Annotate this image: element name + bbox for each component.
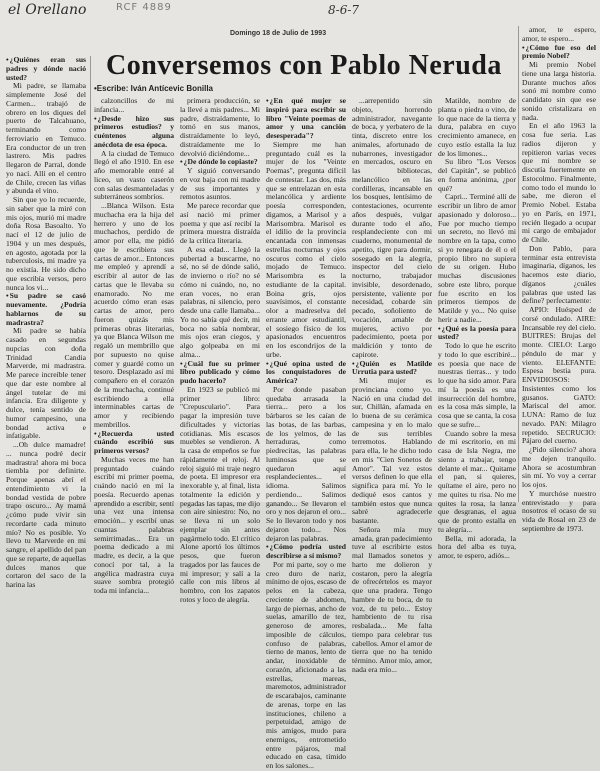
article-column-1: [6, 55, 86, 589]
article-paragraph: Matilde, nombre de planta o piedra o vino, de lo que nace de la tierra y dura, palabra en cuyo crecimiento amanece, en cuyo estío estalla la luz de los limones...: [438, 96, 516, 158]
article-paragraph: Por mi parte, soy o me creo duro de nariz, mínimo de ojos, escaso de pelos en la cabeza, creciente de abdomen, largo de piernas, ancho de suelas, amarillo de tez, generoso de amores, imposible de cálculos, confuso de palabras, tierno de manos, lento de andar, inoxidable de corazón, aficionado a las estrellas, mareas, maremotos, administrador de escarabajos, caminante de arenas, torpe en las instituciones, chileno a perpetuidad, amigo de mis amigos, mudo para enemigos, entrometido entre pájaros, mal educado en casa, tímido en los salones...: [266, 559, 346, 770]
interview-question: • ¿Cuál fue su primer libro publicado y cómo pudo hacerlo?: [180, 360, 260, 386]
byline: •Escribe: Iván Antícevic Bonilla: [94, 84, 213, 93]
interview-question: • Su padre se casó nuevamente. ¿Podría hablarnos de su madrastra?: [6, 292, 86, 327]
article-paragraph: Y murchóse nuestro entrevistado y para nosotros el ocaso de su vida de Rosal en 23 de septiembre de 1973.: [522, 488, 596, 533]
article-column-6: [438, 96, 516, 560]
article-paragraph: calzoncillos de mi infancia...: [94, 96, 174, 114]
article-column-7: [522, 25, 596, 533]
interview-question: • ¿De dónde lo copiaste?: [180, 158, 260, 167]
article-column-3: [180, 96, 260, 604]
article-paragraph: Todo lo que he escrito y todo lo que escribiré... es poesía que nace de nuestras tierras... y todo lo que ha sido amor. Para mí la poesía es una insurrección del hombre, es la cosa más simple, la cosa que se canta, la cosa que se sufre...: [438, 341, 516, 429]
article-column-2: [94, 96, 174, 595]
article-paragraph: Mi padre se había casado en segundas nupcias con doña Trinidad Candia Marverde, mi madrastra. Me parece increíble tener que dar este nombre al ángel tutelar de mi infancia. Era diligente y dulce, tenía sentido de humor campesino, una bondad activa e infatigable.: [6, 326, 86, 441]
interview-question: • ¿Cómo fue eso del premio Nobel?: [522, 44, 596, 62]
handwritten-date: 8-6-7: [328, 3, 360, 17]
article-paragraph: ...arrepentido sin objeto, horrendo administrador, navegante de boca, y yerbatero de la tinta, discreto entre los animales, afortunado de nubarrones, investigador en mercados, oscuro en las bibliotecas, melancólico en las cordilleras, incansable en los bosques, lentísimo de contestaciones, ocurrente años después, vulgar durante todo el año, resplandeciente con mi cuaderno, monumental de apetito, tigre para dormir, sosegado en la alegría, inspector del cielo nocturno, trabajador invisible, desordenado, persistente, valiente por necesidad, cobarde sin pecado, soñoliento de vocación, amable de mujeres, activo por padecimiento, poeta por maldición y tonto de capirote.: [352, 96, 432, 359]
article-paragraph: Mi mujer es provinciana como yo. Nació en una ciudad del sur, Chillán, afamada en lo buena de su cerámica campesina y en lo malo de sus terribles terremotos. Hablando para ella, le he dicho todo en mis "Cien Sonetos de Amor". Tal vez estos versos definen lo que ella significa para mí. Yo le dediqué esos cantos y también estos que nunca sabré agradecerle bastante.: [352, 376, 432, 525]
interview-question: • ¿Quiénes eran sus padres y dónde nació usted?: [6, 56, 86, 82]
column-divider: [518, 26, 519, 502]
article-paragraph: A la ciudad de Temuco llegó el año 1910. En ese año memorable entré al liceo, un vasto caserón con salas desmanteladas y subterráneos sombríos.: [94, 148, 174, 202]
article-column-4: [266, 96, 346, 770]
article-paragraph: Mi premio Nobel tiene una larga historia. Durante muchos años sonó mi nombre como candidato sin que ese sonido cristalizara en nada.: [522, 60, 596, 122]
interview-question: • ¿Cómo podría usted describirse a sí mismo?: [266, 543, 346, 561]
article-paragraph: Cuando sobre la mesa de mi escritorio, en mi casa de Isla Negra, me siento a trabajar, tengo delante el mar... Quitame el pan, si quieres, quítame el aire, pero no me quites tu risa. No me quites la rosa, la lanza que desgranas, el agua que de pronto estalla en tu alegría...: [438, 428, 516, 534]
article-paragraph: Me parece recordar que así nació mi primer poema y que así recibí la primera muestra distraída de la crítica literaria.: [180, 201, 260, 245]
article-paragraph: Mi padre, se llamaba simplemente José del Carmen... trabajó de obrero en los diques del puerto de Talcahuano, terminando como ferroviario en Temuco. Era conductor de un tren lastrero. Mis padres llegaron de Parral, donde yo nací. Allí en el centro de Chile, crecen las viñas y abunda el vino.: [6, 81, 86, 196]
article-paragraph: Por donde pasaban quedaba arrasada la tierra... pero a los bárbaros se les caían de las botas, de las barbas, de los yelmos, de las herraduras, como piedrecitas, las palabras luminosas que se quedaron aquí resplandecientes... el idioma. Salimos perdiendo... Salimos ganando... Se llevaron el oro y nos dejaron el oro... Se lo llevaron todo y nos dejaron todo... Nos dejaron las palabras.: [266, 384, 346, 543]
article-paragraph: Don Pablo, para terminar esta entrevista imaginaria, díganos, les hacemos este diario, díganos ¿cuáles palabras que usted las define? perfectamente:: [522, 243, 596, 306]
article-paragraph: Señora mía muy amada, gran padecimiento tuve al escribirte estos mal llamados sonetos y harto me dolieron y costaron, pero la alegría de ofrecértelos es mayor que una pradera. Tengo hambre de tu boca, de tu voz, de tu pelo... Estoy hambriento de tu risa resbalada... Me falta tiempo para celebrar tus cabellos. Amor el amor de tierra que no ha tenido término. Amor mío, amor, nada era mío...: [352, 524, 432, 674]
article-paragraph: Capri... Terminé allí de escribir un libro de amor apasionado y doloroso... Fue por mucho tiempo un secreto, no llevó mi nombre en la tapa, como si yo renegara de él o el propio libro no supiera de su origen. Hubo muchas discusiones sobre este libro, porque fue escrito en los primeros tiempos de Matilde y yo... No quise herir a nadie...: [438, 192, 516, 324]
masthead: el Orellano: [8, 2, 87, 18]
interview-question: • ¿Qué opina usted de los conquistadores de América?: [266, 360, 346, 386]
interview-question: • ¿Quién es Matilde Urrutia para usted?: [352, 360, 432, 378]
article-paragraph: A esa edad... Llegó la pubertad a buscarme, no sé, no sé de dónde salió, de invierno o río? no sé cómo ni cuándo, no, no eran voces, no eran palabras, ni silencio, pero desde una calle llamaba... Yo no sabía qué decir, mi boca no sabía nombrar, mis ojos eran ciegos, y algo golpeaba en mi alma...: [180, 244, 260, 359]
article-paragraph: APIO: Huésped de corsé ondulado. AIRE: Incansable rey del cielo. BUITRES: Brujas del monte. CIELO: Largo péndulo de mar y viento. ELEFANTE: Espesa bestia pura. ENVIDIOSOS: Insistentes como los gusanos. GATO: Mariscal del amor. LUNA: Ramo de luz nevado. PAN: Milagro repetido. SECRUCIO: Pájaro del cuerno.: [522, 305, 596, 446]
article-paragraph: ¿Pido silencio? ahora me dejen tranquilo. Ahora se acostumbran sin mí. Yo voy a cerrar los ojos.: [522, 445, 596, 489]
column-divider: [90, 56, 91, 502]
article-column-5: [352, 96, 432, 674]
interview-question: • ¿Recuerda usted cuándo escribió sus primeros versos?: [94, 430, 174, 456]
interview-question: • ¿En qué mujer se inspiró para escribir su libro "Veinte poemas de amor y una canción desesperada"?: [266, 97, 346, 141]
article-paragraph: Bella, mi adorada, la hora del alba es tuya, amor, te espero, adiós...: [438, 533, 516, 560]
article-paragraph: En el año 1963 la cosa fue seria. Las radios dijeron y repitieron varias veces que mi nombre se discutía fuertemente en Estocolmo. Finalmente, como todo el mundo lo sabe, me dieron el Premio Nobel. Estaba yo en París, en 1971, recién llegado a ocupar mi cargo de embajador de Chile.: [522, 121, 596, 244]
interview-question: • ¿Desde hizo sus primeros estudios? y cuéntenos alguna anécdota de esa época.: [94, 115, 174, 150]
article-paragraph: amor, te espero, amor, te espero...: [522, 25, 596, 43]
article-paragraph: Muchas veces me han preguntado cuándo escribí mi primer poema, cuándo nació en mí la poesía. Recuerdo apenas aprendido a escribir, sentí una vez una intensa emoción... y escribí unas cuantas palabras semirrimadas... Era un poema dedicado a mi madre, es decir, a la que conocí por tal, a la angélica madrastra cuya suave sombra protegió toda mi infancia...: [94, 454, 174, 595]
article-paragraph: Y siguió conversando en voz baja con mi madre de sus importantes y remotos asuntos.: [180, 166, 260, 202]
article-paragraph: ...Oh dulce mamadre! ... nunca podré decir madrastra! ahora mi boca tiembla por definirte. Porque apenas abrí el entendimiento vi la bondad vestida de pobre trapo oscuro... Ay mamá ¿cómo pude vivir sin recordarte cada minuto mío? No es posible. Yo llevo tu Marverde en mi sangre, el apellido del pan que se reparte, de aquellas dulces manos que cortaron del saco de la harina las: [6, 440, 86, 589]
article-paragraph: En 1923 se publicó mi primer libro: "Crepusculario". Para pagar la impresión tuve dificultades y victorias cotidianas. Mis escasos muebles se vendieron. A la casa de empeños se fue rápidamente el reloj. Al reloj siguió mi traje negro de poeta. El impresor era inexorable y, al final, lista totalmente la edición y pegadas las tapas, me dijo con aire siniestro: No, no se lleva ni un solo ejemplar sin antes pagármelo todo. El crítico Alone aportó los últimos pesos, que fueron tragados por las fauces de mi impresor; y salí a la calle con mis libros al hombro, con los zapatos rotos y loco de alegría.: [180, 384, 260, 604]
dateline: Domingo 18 de Julio de 1993: [230, 30, 327, 37]
article-paragraph: ...Blanca Wilson. Esta muchacha era la hija del herrero y uno de los muchachos, perdido de amor por ella, me pidió que le escribiera sus cartas de amor... Entonces me empleó y aprendí a escribir al autor de las cartas que le llevaba su enamorado. No me acuerdo cómo eran esas cartas de amor, pero fueron quizás mis primeras obras literarias, ya que Blanca Wilson me regaló un membrillo que por supuesto no quise comer y guardé como un tesoro. Desplazado así mi compañero en el corazón de la muchacha, continué escribiendo a ella interminables cartas de amor y recibiendo membrillos.: [94, 201, 174, 429]
article-paragraph: Su libro "Los Versos del Capitán", se publicó en forma anónima, ¿por qué?: [438, 157, 516, 193]
article-paragraph: Siempre me han preguntado cuál es la mujer de los "Veinte Poemas", pregunta difícil de contestar. Las dos, más que se entrelazan en esta melancólica y ardiente poesía corresponden, digamos, a Marisol y a Marisombra. Marisol es el idilio de la provincia encantada con inmensas estrellas nocturnas y ojos oscuros como el cielo mojado de Temuco. Marisombra es la estudiante de la capital. Boina gris, ojos suavísimos, el constante olor a madreselva del errante amor estudiantil, el sosiego físico de los apasionados encuentros en los escondrijos de la urbe.: [266, 139, 346, 359]
archive-stamp: RCF 4889: [116, 2, 172, 13]
interview-question: • ¿Qué es la poesía para usted?: [438, 325, 516, 343]
article-paragraph: Sin que yo lo recuerde, sin saber que la miré con mis ojos, murió mi madre doña Rosa Basoalto. Yo nací el 12 de julio de 1904 y un mes después, en agosto, agotada por la tuberculosis, mi madre ya no existía. He sido dicho que escribía versos, pero nunca los vi...: [6, 195, 86, 292]
article-paragraph: primera producción, se la llevé a mis padres... Mi padre, distraídamente, lo tomó en sus manos, distraídamente lo leyó, distraídamente me lo devolvió diciéndome...: [180, 96, 260, 158]
article-title: Conversemos con Pablo Neruda: [106, 50, 502, 81]
